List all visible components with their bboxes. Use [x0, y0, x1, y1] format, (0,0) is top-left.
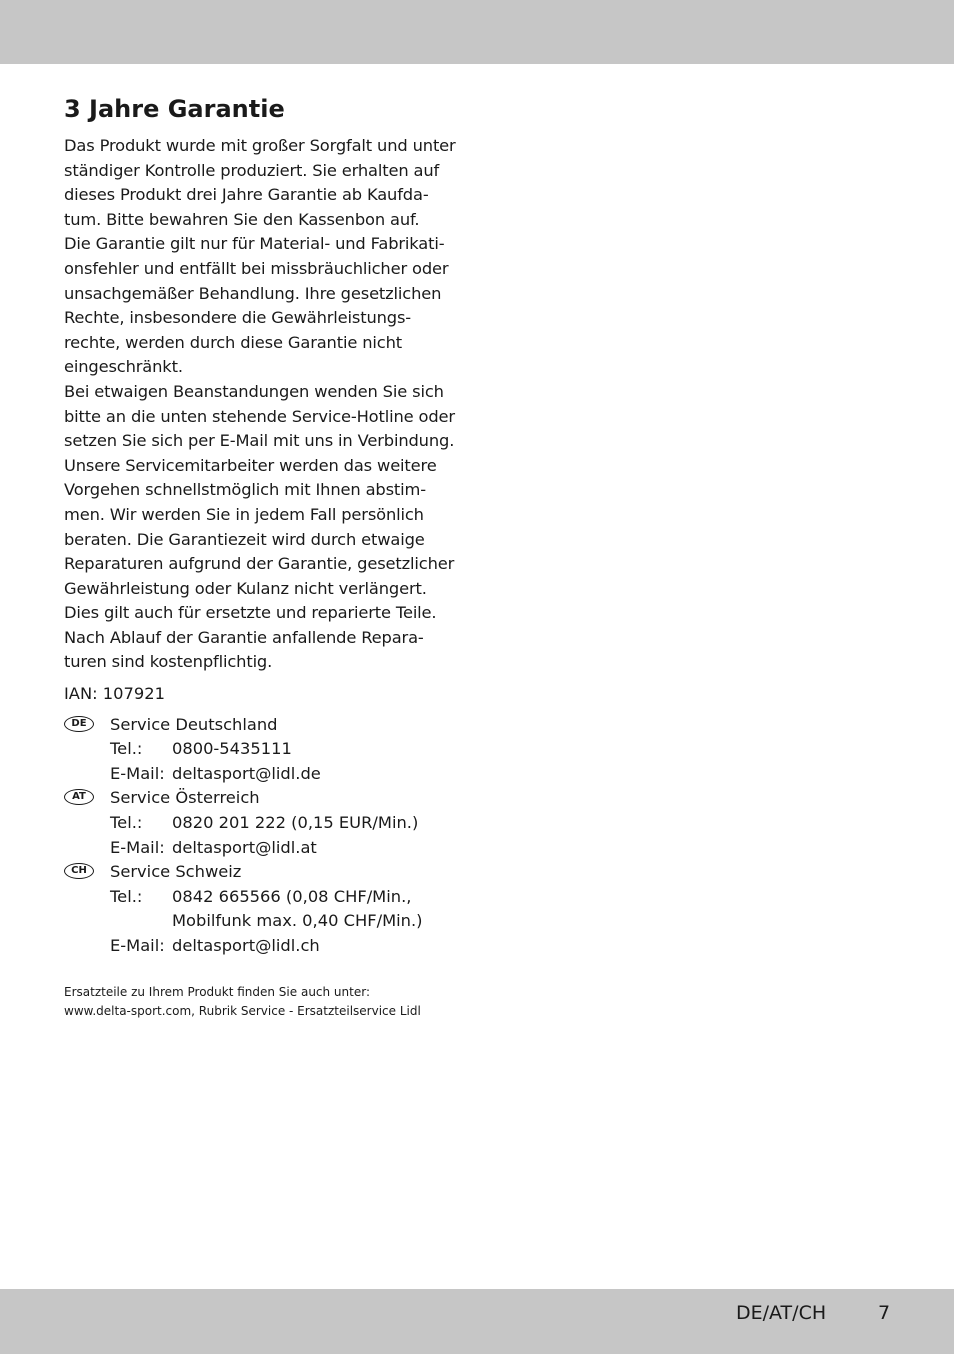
service-ch [64, 860, 464, 958]
country-badge-at: AT [64, 789, 94, 805]
paragraph-scope: Die Garantie gilt nur für Material- und Fabrikati- onsfehler und entfällt bei missbräuchlicher oder unsachgemäßer Behandlung. Ihre gesetzlichen Rechte, insbesondere die Gewährleistungs- rechte, werden durch diese Garantie nicht eingeschränkt. [64, 234, 449, 377]
page-title: 3 Jahre Garantie [64, 95, 285, 123]
service-at [64, 786, 464, 860]
service-de [64, 713, 464, 787]
email-value[interactable]: deltasport@lidl.de [172, 763, 321, 783]
service-name: Service Schweiz [110, 862, 242, 882]
country-badge-de: DE [64, 716, 94, 732]
email-value[interactable]: deltasport@lidl.at [172, 837, 317, 857]
footer-region: DE/AT/CH [736, 1302, 827, 1324]
tel-label: Tel.: [110, 739, 143, 759]
page-number: 7 [878, 1302, 891, 1324]
tel-label: Tel.: [110, 886, 143, 906]
note-link[interactable]: www.delta-sport.com, Rubrik Service - Ersatzteilservice Lidl [64, 1003, 421, 1018]
header-band [0, 0, 954, 64]
paragraph-intro: Das Produkt wurde mit großer Sorgfalt und unter ständiger Kontrolle produziert. Sie erhalten auf dieses Produkt drei Jahre Garantie ab Kaufda- tum. Bitte bewahren Sie den Kassenbon auf. [64, 136, 456, 229]
tel-label: Tel.: [110, 813, 143, 833]
service-name: Service Österreich [110, 788, 260, 808]
tel-value: 0842 665566 (0,08 CHF/Min., Mobilfunk max. 0,40 CHF/Min.) [172, 886, 423, 931]
tel-value: 0820 201 222 (0,15 EUR/Min.) [172, 813, 419, 833]
country-badge-ch: CH [64, 863, 94, 879]
email-label: E-Mail: [110, 763, 165, 783]
email-label: E-Mail: [110, 837, 165, 857]
service-name: Service Deutschland [110, 714, 278, 734]
email-value[interactable]: deltasport@lidl.ch [172, 936, 320, 955]
paragraph-claims: Bei etwaigen Beanstandungen wenden Sie sich bitte an die unten stehende Service-Hotline oder setzen Sie sich per E-Mail mit uns in Verbindung. Unsere Servicemitarbeiter werden das weitere Vorgehen schnellstmöglich mit Ihnen abstim- men. Wir werden Sie in jedem Fall persönlich beraten. Die Garantiezeit wird durch etwaige Reparaturen aufgrund der Garantie, gesetzlicher Gewährleistung oder Kulanz nicht verlängert. Dies gilt auch für ersetzte und reparierte Teile. Nach Ablauf der Garantie anfallende Repara- turen sind kostenpflichtig. [64, 381, 455, 672]
tel-value: 0800-5435111 [172, 739, 292, 759]
email-label: E-Mail: [110, 936, 165, 955]
spare-parts-note [64, 983, 464, 1021]
content-column [64, 92, 464, 1021]
ian-number: IAN: 107921 [64, 684, 165, 704]
note-line: Ersatzteile zu Ihrem Produkt finden Sie auch unter: [64, 984, 370, 999]
